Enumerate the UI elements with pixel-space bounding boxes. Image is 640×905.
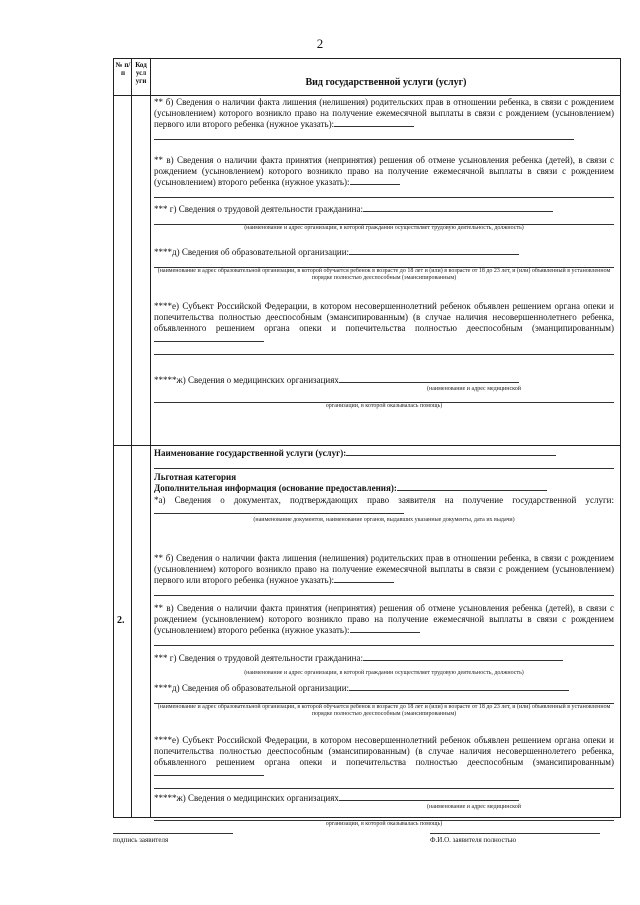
signature-left — [113, 833, 233, 844]
row2-section-g-note: (наименование и адрес организации, в которой гражданин осуществляет трудовую деятельность, должность) — [244, 670, 524, 676]
row2-section-d-note: (наименование и адрес образовательной организации, в которой обучается ребенок в возрасте до 18 лет и (или) в возрасте от 18 до 23 лет, и (или) объявленный в установленном порядке полностью дееспособным (эмансипированным) — [157, 704, 611, 717]
row2-section-a-note: (наименование документов, наименование органов, выдавших указанные документы, дата их выдачи) — [253, 517, 515, 523]
row1-section-e: ****е) Субъект Российской Федерации, в котором несовершеннолетний ребенок объявлен решением органа опеки и попечительства полностью дееспособным (эмансипированным) (в случае наличия несовершеннолетнего ребенка, объявленного решением органа опеки и попечительства полностью дееспособным (эманципированным) — [154, 301, 614, 355]
signature-right-label: Ф.И.О. заявителя полностью — [430, 836, 517, 844]
signature-right — [430, 833, 600, 844]
signature-left-label: подпись заявителя — [113, 836, 169, 844]
row-divider — [114, 445, 620, 446]
column-divider — [150, 59, 151, 817]
row1-section-g: *** г) Сведения о трудовой деятельности гражданина: (наименование и адрес организации, в которой гражданин осуществляет трудовую деятельность, должность) — [154, 204, 614, 232]
row1-section-g-note: (наименование и адрес организации, в которой гражданин осуществляет трудовую деятельность, должность) — [244, 225, 524, 231]
row1-section-v: ** в) Сведения о наличии факта принятия (непринятия) решения об отмене усыновления ребенка (детей), в связи с рождением (усыновлением) которого возникло право на получение ежемесячной выплаты в связи с рождением (усыновлением) второго ребенка (нужное указать): — [154, 155, 614, 198]
header-divider — [114, 95, 620, 96]
row1-section-zh-note1: (наименование и адрес медицинской — [427, 386, 521, 392]
row2-section-zh-note2: организации, в которой оказывалась помощь) — [325, 821, 443, 827]
row1-section-b: ** б) Сведения о наличии факта лишения (нелишения) родительских прав в отношении ребенка, в связи с рождением (усыновлением) которого возникло право на получение ежемесячной выплаты в связи с рождением (усыновлением) первого или второго ребенка (нужное указать): — [154, 97, 614, 140]
header-service-type: Вид государственной услуги (услуг) — [305, 77, 467, 88]
row2-section-g: *** г) Сведения о трудовой деятельности гражданина: (наименование и адрес организации, в которой гражданин осуществляет трудовую деятельность, должность) — [154, 653, 614, 677]
column-divider — [131, 59, 132, 817]
row2-section-zh: *****ж) Сведения о медицинских организациях (наименование и адрес медицинской организации, в которой оказывалась помощь) — [154, 793, 614, 828]
services-table — [113, 58, 621, 827]
page-number: 2 — [316, 36, 324, 51]
row1-section-d-note: (наименование и адрес образовательной организации, в которой обучается ребенок в возрасте до 18 лет и (или) в возрасте от 18 до 23 лет, и (или) объявленный в установленном порядке полностью дееспособным (эмансипированным) — [157, 268, 611, 281]
row2-section-zh-note1: (наименование и адрес медицинской — [427, 804, 521, 810]
row2-category: Льготная категория — [154, 472, 237, 482]
row1-section-zh: *****ж) Сведения о медицинских организациях (наименование и адрес медицинской организации, в которой оказывалась помощь) — [154, 375, 614, 410]
row2-service-name: Наименование государственной услуги (услуг): Льготная категория Дополнительная информация (основание предоставления): — [154, 448, 614, 494]
row1-section-d: ****д) Сведения об образовательной организации: (наименование и адрес образовательной организации, в которой обучается ребенок в возрасте до 18 лет и (или) в возрасте от 18 до 23 лет, и (или) объявленный в установленном порядке полностью дееспособным (эмансипированным) — [154, 247, 614, 282]
header-code: Код усл уги — [135, 61, 147, 85]
row2-section-e: ****е) Субъект Российской Федерации, в котором несовершеннолетний ребенок объявлен решением органа опеки и попечительства полностью дееспособным (эмансипированным) (в случае наличия несовершеннолетего ребенка, объявленного решением органа опеки и попечительства полностью дееспособным (эмансипированным) — [154, 735, 614, 789]
row2-number: 2. — [117, 615, 125, 626]
row2-section-a: *а) Сведения о документах, подтверждающих право заявителя на получение государственной услуги: (наименование документов, наименование органов, выдавших указанные документы, дата их выдачи) — [154, 495, 614, 523]
row2-section-b: ** б) Сведения о наличии факта лишения (нелишения) родительских прав в отношении ребенка, в связи с рождением (усыновлением) которого возникло право на получение ежемесячной выплаты в связи с рождением (усыновлением) первого или второго ребенка (нужное указать): — [154, 553, 614, 596]
row2-additional: Дополнительная информация (основание предоставления): — [154, 483, 614, 494]
row2-section-d: ****д) Сведения об образовательной организации: (наименование и адрес образовательной организации, в которой обучается ребенок в возрасте до 18 лет и (или) в возрасте от 18 до 23 лет, и (или) объявленный в установленном порядке полностью дееспособным (эмансипированным) — [154, 683, 614, 718]
header-num: № п/ п — [115, 61, 131, 77]
row2-section-v: ** в) Сведения о наличии факта принятия (непринятия) решения об отмене усыновления ребенка (детей), в связи с рождением (усыновлением) которого возникло право на получение ежемесячной выплаты в связи с рождением (усыновлением) второго ребенка (нужное указать): — [154, 603, 614, 646]
row1-section-zh-note2: организации, в которой оказывалась помощь) — [325, 403, 443, 409]
